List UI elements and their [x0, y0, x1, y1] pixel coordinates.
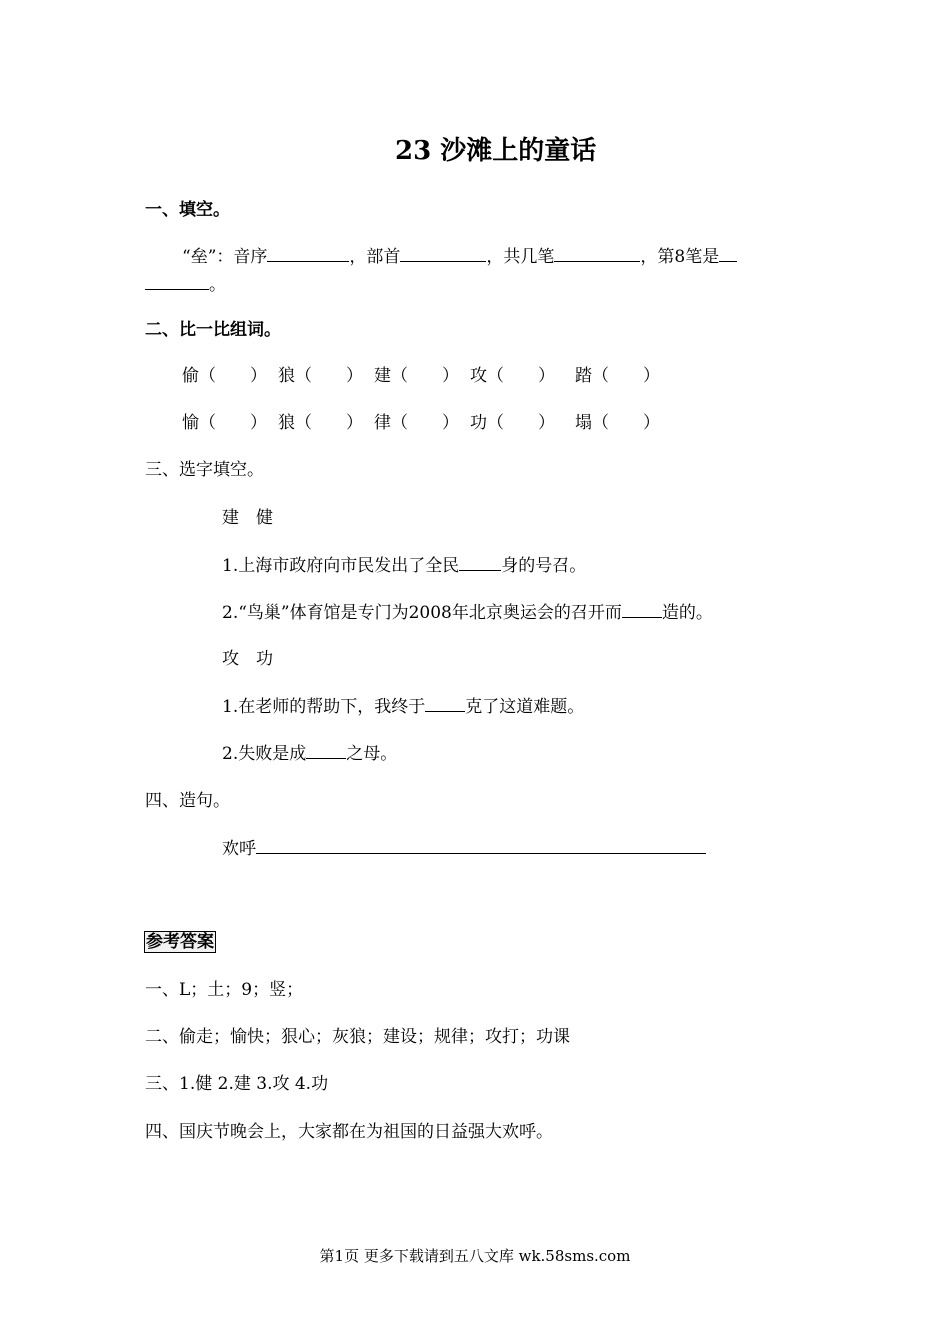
compare-row-2 — [182, 411, 660, 435]
compare-item[interactable]: 律（ ） — [374, 413, 459, 433]
q3-text-b: 克了这道难题。 — [465, 697, 585, 717]
compare-item[interactable]: 功（ ） — [470, 413, 555, 433]
q-char-label: “垒”：音序 — [182, 247, 268, 267]
blank-q2[interactable] — [622, 600, 662, 618]
fill-question-4 — [222, 741, 397, 766]
blank-bushou[interactable] — [400, 244, 486, 262]
section1-heading: 一、填空。 — [145, 200, 230, 220]
compare-item[interactable]: 塌（ ） — [575, 413, 660, 433]
compare-item[interactable]: 建（ ） — [374, 366, 459, 386]
compare-item[interactable]: 狼（ ） — [278, 366, 363, 386]
section3-heading: 三、选字填空。 — [145, 460, 264, 480]
q1-text-b: 身的号召。 — [501, 556, 587, 576]
compare-item[interactable]: 踏（ ） — [575, 366, 660, 386]
q4-text-a: 2.失败是成 — [222, 744, 307, 764]
section2-heading: 二、比一比组词。 — [145, 320, 281, 340]
answer-2: 二、偷走；愉快；狠心；灰狼；建设；规律；攻打；功课 — [145, 1027, 570, 1047]
q-radical-label: ，部首 — [349, 247, 401, 267]
choice-group-1: 建 健 — [222, 508, 273, 528]
compare-row-1 — [182, 364, 660, 388]
compare-item[interactable]: 偷（ ） — [182, 366, 267, 386]
fill-question-3 — [222, 694, 584, 719]
blank-eighth-a[interactable] — [719, 244, 737, 262]
section1-question — [182, 244, 737, 269]
blank-eighth-b[interactable] — [145, 272, 209, 290]
sentence-word: 欢呼 — [222, 839, 256, 859]
blank-strokes[interactable] — [554, 244, 640, 262]
blank-q3[interactable] — [425, 694, 465, 712]
q2-text-a: 2.“鸟巢”体育馆是专门为2008年北京奥运会的召开而 — [222, 603, 622, 623]
blank-yinxu[interactable] — [267, 244, 349, 262]
page-footer: 第1页 更多下载请到五八文库 wk.58sms.com — [319, 1247, 631, 1265]
q-strokes-label: ，共几笔 — [486, 247, 555, 267]
q4-text-b: 之母。 — [346, 744, 398, 764]
answer-3: 三、1.健 2.建 3.攻 4.功 — [145, 1074, 329, 1094]
section1-cont — [145, 272, 226, 297]
compare-item[interactable]: 愉（ ） — [182, 413, 267, 433]
fill-question-1 — [222, 553, 586, 578]
q-end: 。 — [209, 275, 226, 295]
blank-sentence[interactable] — [256, 836, 706, 854]
compare-item[interactable]: 狼（ ） — [278, 413, 363, 433]
choice-group-2: 攻 功 — [222, 649, 273, 669]
q3-text-a: 1.在老师的帮助下，我终于 — [222, 697, 426, 717]
answer-4: 四、国庆节晚会上，大家都在为祖国的日益强大欢呼。 — [145, 1122, 553, 1142]
q-eighth-label: ，第8笔是 — [640, 247, 720, 267]
compare-item[interactable]: 攻（ ） — [470, 366, 555, 386]
blank-q1[interactable] — [459, 553, 501, 571]
sentence-question — [222, 836, 706, 861]
answers-heading-box: 参考答案 — [146, 932, 214, 952]
answer-1: 一、L；土；9；竖； — [145, 980, 304, 1000]
section4-heading: 四、造句。 — [145, 791, 230, 811]
q1-text-a: 1.上海市政府向市民发出了全民 — [222, 556, 460, 576]
answers-heading — [144, 930, 216, 954]
q2-text-b: 造的。 — [661, 603, 713, 623]
fill-question-2 — [222, 600, 713, 625]
page-title: 23 沙滩上的童话 — [395, 136, 597, 166]
blank-q4[interactable] — [306, 741, 346, 759]
